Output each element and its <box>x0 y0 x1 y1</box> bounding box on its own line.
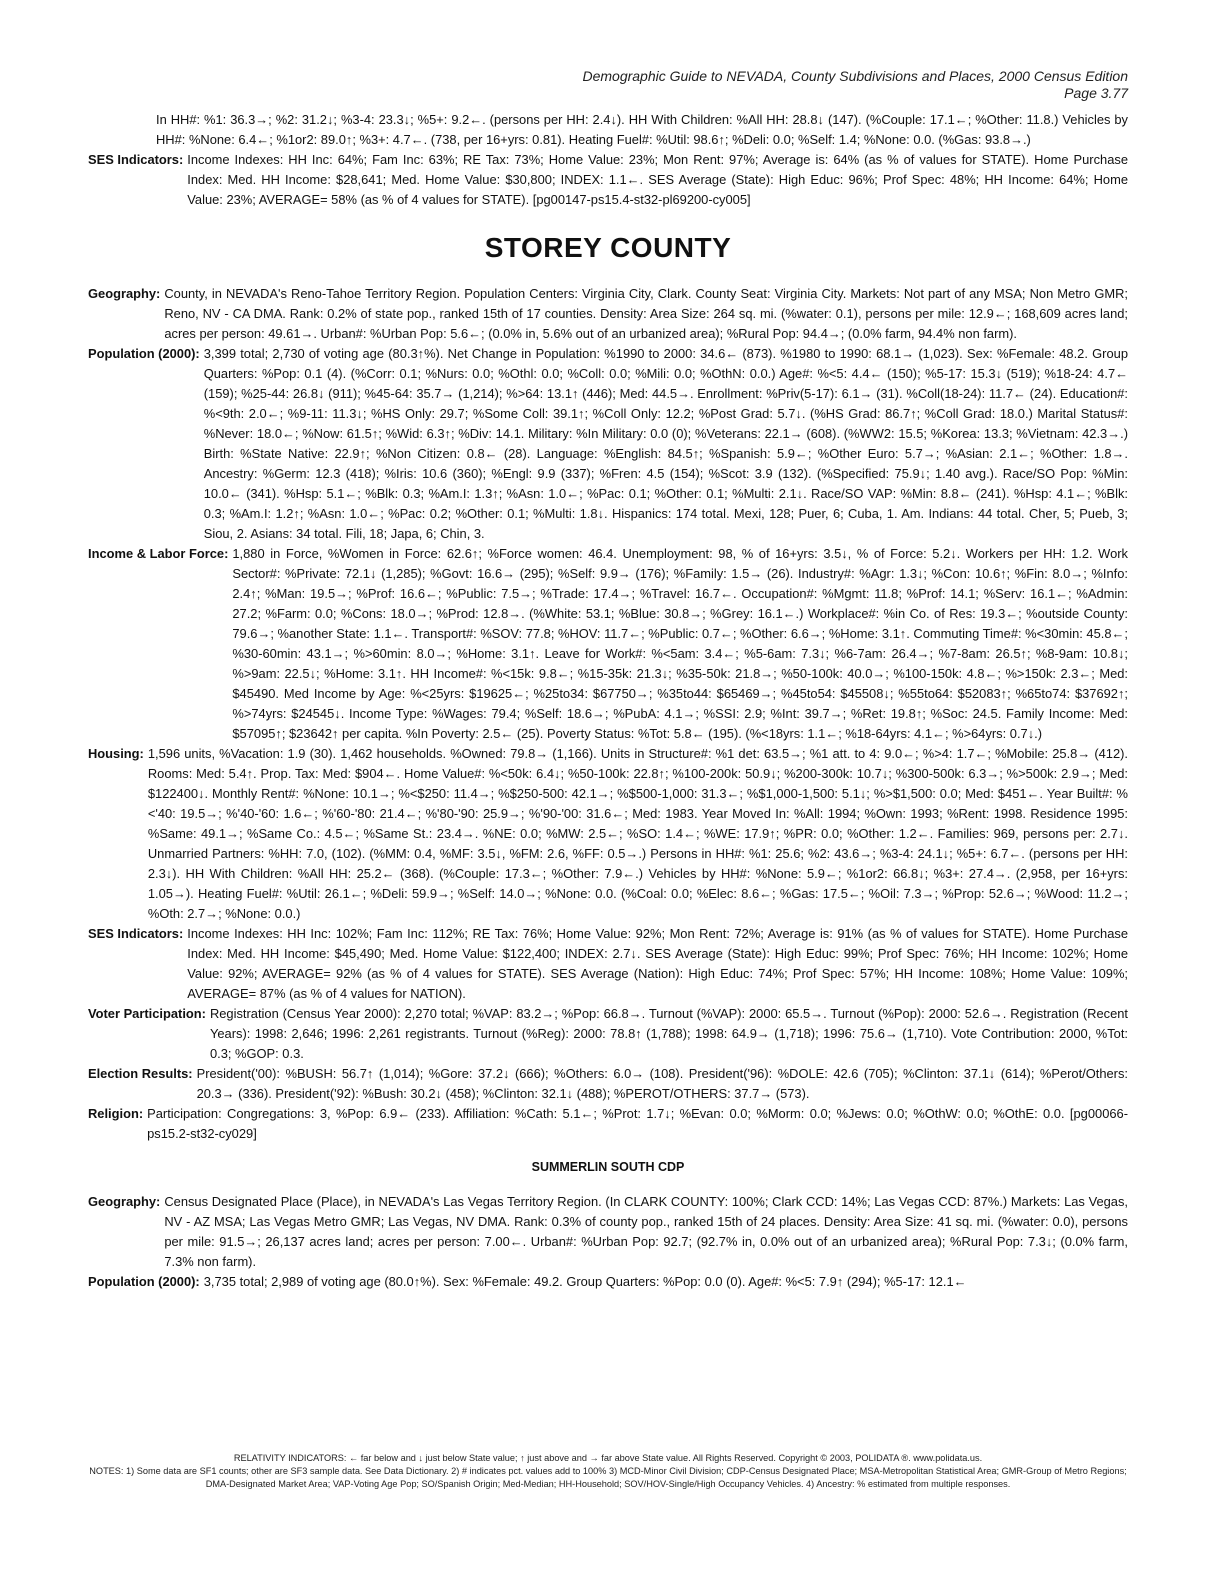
housing-continuation <box>88 110 1128 150</box>
section-ses-indicators <box>88 924 1128 1004</box>
section-text: 3,399 total; 2,730 of voting age (80.3↑%). Net Change in Population: %1990 to 2000: 34.6← (873). %1980 to 1990: 68.1→ (1,023). Sex: %Female: 48.2. Group Quarters: %Pop: 0.1 (4). (%Corr: 0.1; %Nurs: 0.0; %Othl: 0.0; %Coll: 0.0; %Mili: 0.0; %OthN: 0.0.) Age#: %<5: 4.4← (150); %5-17: 15.3↓ (519); %18-24: 4.7← (159); %25-44: 26.8↓ (911); %45-64: 35.7→ (1,214); %>64: 13.1↑ (446); Med: 44.5→. Enrollment: %Priv(5-17): 6.1→ (31). %Coll(18-24): 11.7← (24). Education#: %<9th: 2.0←; %9-11: 11.3↓; %HS Only: 29.7; %Some Coll: 39.1↑; %Coll Only: 12.2; %Post Grad: 5.7↓. (%HS Grad: 86.7↑; %Coll Grad: 18.0.) Marital Status#: %Never: 18.0←; %Now: 61.5↑; %Wid: 6.3↑; %Div: 14.1. Military: %In Military: 0.0 (0); %Veterans: 22.1→ (608). (%WW2: 15.5; %Korea: 13.3; %Vietnam: 42.3→.) Birth: %State Native: 22.9↑; %Non Citizen: 0.8← (28). Language: %English: 84.5↑; %Spanish: 5.9←; %Other Euro: 5.7→; %Asian: 2.1←; %Other: 1.8→. Ancestry: %Germ: 12.3 (418); %Iris: 10.6 (360); %Engl: 9.9 (337); %Fren: 4.5 (154); %Scot: 3.9 (132). (%Specified: 75.9↓; 1.40 avg.). Race/SO Pop: %Min: 10.0← (341). %Hsp: 5.1←; %Blk: 0.3; %Am.I: 1.3↑; %Asn: 1.0←; %Pac: 0.1; %Other: 0.1; %Multi: 2.1↓. Race/SO VAP: %Min: 8.8← (241). %Hsp: 4.1←; %Blk: 0.3; %Am.I: 1.2↑; %Asn: 1.0←; %Pac: 0.2; %Other: 0.1; %Multi: 1.8↓. Hispanics: 174 total. Mexi, 128; Puer, 6; Cuba, 1. Am. Indians: 44 total. Cher, 5; Pueb, 3; Siou, 2. Asians: 34 total. Fili, 18; Japa, 6; Chin, 3. <box>203 346 1128 541</box>
section-election-results <box>88 1064 1128 1104</box>
section-label: SES Indicators: <box>88 152 184 167</box>
section-population <box>88 344 1128 544</box>
section-text: 1,880 in Force, %Women in Force: 62.6↑; %Force women: 46.4. Unemployment: 98, % of 16+yrs: 3.5↓, % of Force: 5.2↓. Workers per HH: 1.2. Work Sector#: %Private: 72.1↓ (1,285); %Govt: 16.6→ (295); %Self: 9.9→ (176); %Family: 1.5→ (26). Industry#: %Agr: 1.3↓; %Con: 10.6↑; %Fin: 8.0→; %Info: 2.4↑; %Man: 19.5→; %Prof: 16.6←; %Public: 7.5→; %Trade: 17.4→; %Travel: 16.7←. Occupation#: %Mgmt: 11.8; %Prof: 14.1; %Serv: 16.1←; %Admin: 27.2; %Farm: 0.0; %Cons: 18.0→; %Prod: 12.8→. (%White: 53.1; %Blue: 30.8→; %Grey: 16.1←.) Workplace#: %in Co. of Res: 19.3←; %outside County: 79.6→; %another State: 1.1←. Transport#: %SOV: 77.8; %HOV: 11.7←; %Public: 0.7←; %Other: 6.6→; %Home: 3.1↑. Commuting Time#: %<30min: 45.8←; %30-60min: 43.1→; %>60min: 8.0→; %Home: 3.1↑. Leave for Work#: %<5am: 3.4←; %5-6am: 7.3↓; %6-7am: 26.4→; %7-8am: 26.5↑; %8-9am: 10.8↓; %>9am: 22.5↓; %Home: 3.1↑. HH Income#: %<15k: 9.8←; %15-35k: 21.3↓; %35-50k: 21.8→; %50-100k: 40.0→; %100-150k: 4.8←; %>150k: 2.3←; Med: $45490. Med Income by Age: %<25yrs: $19625←; %25to34: $67750→; %35to44: $65469→; %45to54: $45508↓; %55to64: $52083↑; %65to74: $37692↑; %>74yrs: $24545↓. Income Type: %Wages: 79.4; %Self: 18.6→; %PubA: 4.1→; %SSI: 2.9; %Int: 39.7→; %Ret: 19.8↑; %Soc: 24.5. Family Income: Med: $57095↑; $23642↑ per capita. %In Poverty: 2.5← (25). Poverty Status: %Tot: 5.8← (195). (%<18yrs: 1.1←; %18-64yrs: 4.1←; %>64yrs: 0.7↓.) <box>232 546 1128 741</box>
header-title: Demographic Guide to NEVADA, County Subdivisions and Places, 2000 Census Edition <box>582 68 1128 84</box>
section-text: County, in NEVADA's Reno-Tahoe Territory Region. Population Centers: Virginia City, Clark. County Seat: Virginia City. Markets: Not part of any MSA; Non Metro GMR; Reno, NV - CA DMA. Rank: 0.2% of state pop., ranked 15th of 17 counties. Density: Area Size: 264 sq. mi. (%water: 0.1), persons per mile: 12.9←; 168,609 acres land; acres per person: 49.61→. Urban#: %Urban Pop: 5.6←; (0.0% in, 5.6% out of an urbanized area); %Rural Pop: 94.4→; (0.0% farm, 94.4% non farm). <box>164 286 1128 341</box>
section-label: Voter Participation: <box>88 1006 206 1021</box>
summerlin-entry <box>88 1192 1128 1292</box>
county-title: STOREY COUNTY <box>484 232 732 263</box>
section-label: Geography: <box>88 1194 161 1209</box>
section-text: Participation: Congregations: 3, %Pop: 6.9← (233). Affiliation: %Cath: 5.1←; %Prot: 1.7↓; %Evan: 0.0; %Morm: 0.0; %Jews: 0.0; %OthW: 0.0; %OthE: 0.0. [pg00066-ps15.2-st32-cy029] <box>147 1106 1128 1141</box>
previous-entry <box>88 110 1128 210</box>
section-label: Religion: <box>88 1106 144 1121</box>
section-text: 3,735 total; 2,989 of voting age (80.0↑%). Sex: %Female: 49.2. Group Quarters: %Pop: 0.0 (0). Age#: %<5: 7.9↑ (294); %5-17: 12.1← <box>203 1274 967 1289</box>
section-population <box>88 1272 1128 1292</box>
section-text: 1,596 units, %Vacation: 1.9 (30). 1,462 households. %Owned: 79.8→ (1,166). Units in Structure#: %1 det: 63.5→; %1 att. to 4: 9.0←; %>4: 1.7←; %Mobile: 25.8→ (412). Rooms: Med: 5.4↑. Prop. Tax: Med: $904←. Home Value#: %<50k: 6.4↓; %50-100k: 22.8↑; %100-200k: 50.9↓; %200-300k: 10.7↓; %300-500k: 6.3→; %>500k: 2.9→; Med: $122400↓. Monthly Rent#: %None: 10.1→; %<$250: 11.4→; %$250-500: 42.1→; %$500-1,000: 31.3←; %$1,000-1,500: 5.1↓; %>$1,500: 0.0; Med: $451←. Year Built#: %<'40: 19.5→; %'40-'60: 1.6←; %'60-'80: 21.4←; %'80-'90: 25.9→; %'90-'00: 31.6←; Med: 1983. Year Moved In: %All: 1994; %Own: 1993; %Rent: 1998. Residence 1995: %Same: 49.1→; %Same Co.: 4.5←; %Same St.: 23.4→. %NE: 0.0; %MW: 2.5←; %SO: 1.4←; %WE: 17.9↑; %PR: 0.0; %Other: 1.2←. Families: 969, persons per: 2.7↓. Unmarried Partners: %HH: 7.0, (102). (%MM: 0.4, %MF: 3.5↓, %FM: 2.6, %FF: 0.5→.) Persons in HH#: %1: 25.6; %2: 43.6→; %3-4: 24.1↓; %5+: 6.7←. (persons per HH: 2.3↓). HH With Children: %All HH: 25.2← (368). (%Couple: 17.3←; %Other: 7.9←.) Vehicles by HH#: %None: 5.9←; %1or2: 66.8↓; %3+: 27.4→. (2,958, per 16+yrs: 1.05→). Heating Fuel#: %Util: 26.1←; %Deli: 59.9→; %Self: 14.0→; %None: 0.0. (%Coal: 0.0; %Elec: 8.6←; %Gas: 17.5←; %Oil: 7.3→; %Prop: 52.6→; %Wood: 11.2→; %Oth: 2.7→; %None: 0.0.) <box>147 746 1128 921</box>
section-label: Housing: <box>88 746 144 761</box>
section-income-labor <box>88 544 1128 744</box>
section-housing <box>88 744 1128 924</box>
section-religion <box>88 1104 1128 1144</box>
section-text: Income Indexes: HH Inc: 102%; Fam Inc: 112%; RE Tax: 76%; Home Value: 92%; Mon Rent: 72%; Average is: 91% (as % of values for STATE). Home Purchase Index: Med. HH Income: $45,490; Med. Home Value: $122,400; INDEX: 2.7↓. SES Average (State): High Educ: 99%; Prof Spec: 76%; HH Income: 102%; Home Value: 92%; AVERAGE= 92% (as % of 4 values for STATE). SES Average (Nation): High Educ: 74%; Prof Spec: 57%; HH Income: 108%; Home Value: 109%; AVERAGE= 87% (as % of 4 values for NATION). <box>187 926 1128 1001</box>
housing-continuation-text: In HH#: %1: 36.3→; %2: 31.2↓; %3-4: 23.3↓; %5+: 9.2←. (persons per HH: 2.4↓). HH With Children: %All HH: 28.8↓ (147). (%Couple: 17.1←; %Other: 11.8.) Vehicles by HH#: %None: 6.4←; %1or2: 89.0↑; %3+: 4.7←. (738, per 16+yrs: 0.81). Heating Fuel#: %Util: 98.6↑; %Deli: 0.0; %Self: 1.4; %None: 0.0. (%Gas: 93.8→.) <box>156 112 1128 147</box>
place-title: SUMMERLIN SOUTH CDP <box>531 1160 685 1174</box>
section-text: Census Designated Place (Place), in NEVADA's Las Vegas Territory Region. (In CLARK COUNTY: 100%; Clark CCD: 14%; Las Vegas CCD: 87%.) Markets: Las Vegas, NV - AZ MSA; Las Vegas Metro GMR; Las Vegas, NV DMA. Rank: 0.3% of county pop., ranked 15th of 24 places. Density: Area Size: 41 sq. mi. (%water: 0.0), persons per mile: 91.5→; 26,137 acres land; acres per person: 7.00←. Urban#: %Urban Pop: 92.7; (92.7% in, 0.0% out of an urbanized area); %Rural Pop: 7.3↓; (0.0% farm, 7.3% non farm). <box>164 1194 1128 1269</box>
page-footer <box>88 1452 1128 1491</box>
section-text: President('00): %BUSH: 56.7↑ (1,014); %Gore: 37.2↓ (666); %Others: 6.0→ (108). President('96): %DOLE: 42.6 (705); %Clinton: 37.1↓ (614); %Perot/Others: 20.3→ (336). President('92): %Bush: 30.2↓ (458); %Clinton: 32.1↓ (488); %PEROT/OTHERS: 37.7→ (573). <box>196 1066 1128 1101</box>
ses-indicators-prev <box>88 150 1128 210</box>
document-page <box>88 68 1128 1292</box>
section-label: SES Indicators: <box>88 926 184 941</box>
section-label: Election Results: <box>88 1066 193 1081</box>
section-label: Geography: <box>88 286 161 301</box>
notes: NOTES: 1) Some data are SF1 counts; other are SF3 sample data. See Data Dictionary. 2) # indicates pct. values add to 100% 3) MCD-Minor Civil Division; CDP-Census Designated Place; MSA-Metropolitan Statistical Area; GMR-Group of Metro Regions; DMA-Designated Market Area; VAP-Voting Age Pop; SO/Spanish Origin; Med-Median; HH-Household; SOV/HOV-Single/High Occupancy Vehicles. 4) Ancestry: % estimated from multiple responses. <box>89 1466 1127 1489</box>
section-geography <box>88 284 1128 344</box>
section-text: Income Indexes: HH Inc: 64%; Fam Inc: 63%; RE Tax: 73%; Home Value: 23%; Mon Rent: 97%; Average is: 64% (as % of values for STATE). Home Purchase Index: Med. HH Income: $28,641; Med. Home Value: $30,800; INDEX: 1.1←. SES Average (State): High Educ: 96%; Prof Spec: 48%; HH Income: 64%; Home Value: 23%; AVERAGE= 58% (as % of 4 values for STATE). [pg00147-ps15.4-st32-pl69200-cy005] <box>187 152 1128 207</box>
section-label: Population (2000): <box>88 346 200 361</box>
section-voter-participation <box>88 1004 1128 1064</box>
page-number: Page 3.77 <box>1064 85 1128 101</box>
relativity-indicators: RELATIVITY INDICATORS: ← far below and ↓ just below State value; ↑ just above and → far above State value. All Rights Reserved. Copyright © 2003, POLIDATA ®. www.polidata.us. <box>233 1453 983 1463</box>
section-text: Registration (Census Year 2000): 2,270 total; %VAP: 83.2→; %Pop: 66.8→. Turnout (%VAP): 2000: 65.5→. Turnout (%Pop): 2000: 52.6→. Registration (Recent Years): 1998: 2,646; 1996: 2,261 registrants. Turnout (%Reg): 2000: 78.8↑ (1,788); 1998: 64.9→ (1,718); 1996: 75.6→ (1,710). Vote Contribution: 2000, %Tot: 0.3; %GOP: 0.3. <box>209 1006 1128 1061</box>
section-label: Population (2000): <box>88 1274 200 1289</box>
storey-county-entry <box>88 284 1128 1144</box>
section-label: Income & Labor Force: <box>88 546 229 561</box>
page-header <box>88 68 1128 102</box>
section-geography <box>88 1192 1128 1272</box>
